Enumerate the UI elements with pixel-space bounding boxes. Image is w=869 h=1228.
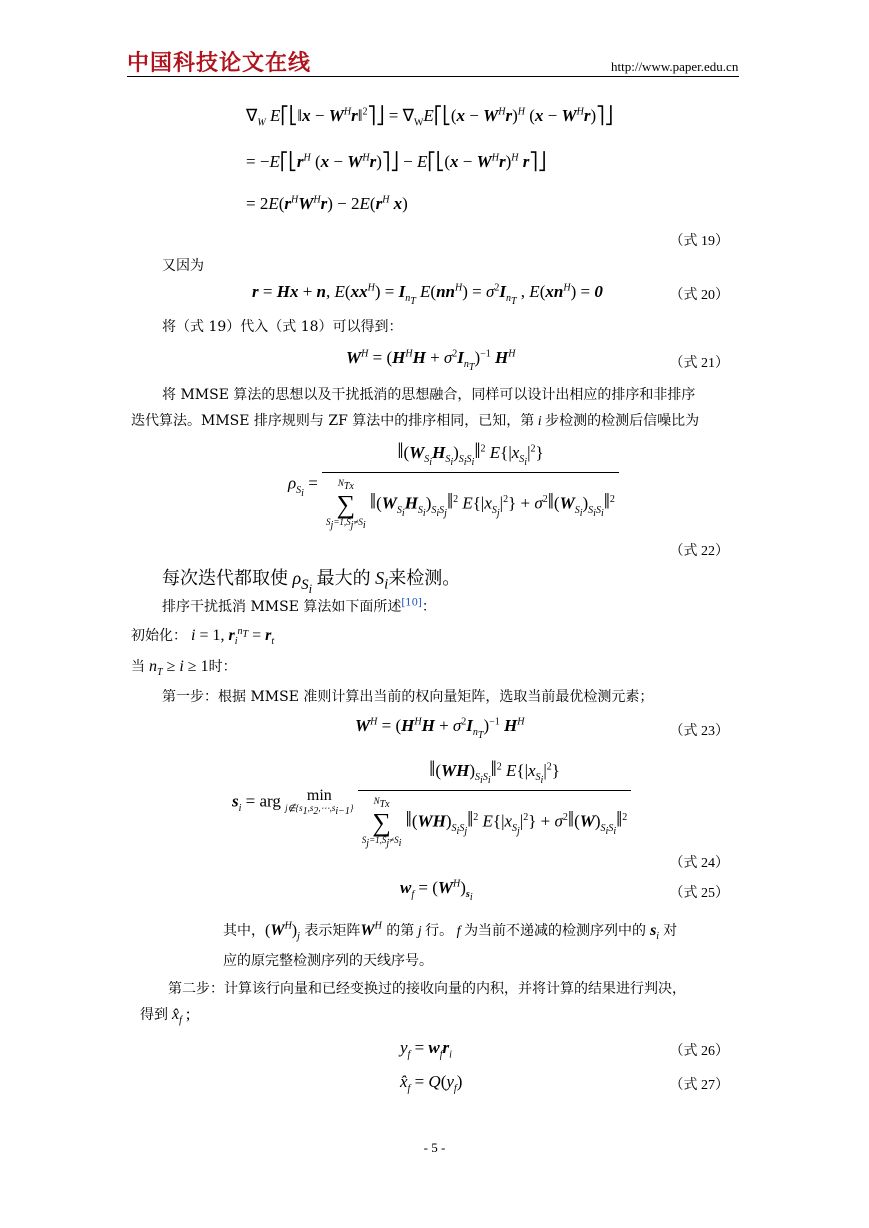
- text-step2-line2: 得到 $x̂_f$ ;: [140, 1006, 191, 1027]
- text-desc-b: ：: [421, 599, 436, 615]
- equation-26: $y_f = w_fr_i$: [400, 1038, 452, 1061]
- header-url: http://www.paper.edu.cn: [611, 59, 739, 74]
- equation-27: $x̂_f = Q(y_f)$: [400, 1072, 463, 1095]
- text-where-c: 的第: [386, 923, 415, 939]
- text-initialization: 初始化： i = 1, $r_i^{n_T} = r_t$: [131, 625, 275, 648]
- equation-20: r = Hx + n, $E(xx^H) = I_{n_T}$ $E(nn^H) = \sigma^2I_{n_T}$ , $E(xn^H) = 0$: [252, 282, 603, 308]
- page-number: - 5 -: [423, 1140, 446, 1155]
- equation-tag-20: （式 20）: [669, 288, 729, 303]
- text-where-f: 对: [663, 923, 678, 939]
- text-when-a: 当: [131, 659, 145, 675]
- text-when-b: 时：: [208, 659, 237, 675]
- text-each-iteration-a: 每次迭代都取使: [162, 568, 288, 589]
- text-step2-got: 得到: [140, 1007, 168, 1023]
- paragraph-mmse-line1: 将 MMSE 算法的思想以及干扰抵消的思想融合，同样可以设计出相应的排序和非排序: [162, 387, 696, 403]
- text-each-iteration-b: 最大的: [316, 568, 371, 589]
- site-logo: 中国科技论文在线: [127, 51, 312, 76]
- equation-22: $\rho_{S_i}$ = $‖(W_{S_i}H_{S_i})_{S_iS_i}‖^2$ $E\{|x_{S_i}|^2\}$ $N_{Tx}$ ∑ $S_j=1,S_j\ne S_i$ $‖(W_{S_i}H_{S_i})_{S_iS_j}‖^2$ $E\{|x_{S_j}|^2\}$ + $\sigma^2‖(W_{S_i})_{S_iS_i}‖^2$: [288, 438, 619, 531]
- paragraph-mmse-line2: 迭代算法。MMSE 排序规则与 ZF 算法中的排序相同，已知，第 i 步检测的检测后信噪比为: [131, 413, 700, 429]
- equation-tag-19: （式 19）: [669, 234, 729, 249]
- equation-tag-23: （式 23）: [669, 724, 729, 739]
- text-again-because: 又因为: [162, 258, 204, 274]
- text-when-condition: 当 $n_T \ge i \ge 1$时：: [131, 658, 237, 679]
- citation-ref[interactable]: [10]: [401, 597, 422, 609]
- text-desc-a: 排序干扰抵消 MMSE 算法如下面所述: [162, 599, 402, 615]
- text-init-label: 初始化：: [131, 628, 187, 644]
- text-each-iteration: 每次迭代都取使 $\rho_{S_i}$ 最大的 $S_i$来检测。: [162, 568, 461, 596]
- equation-22-fraction: $‖(W_{S_i}H_{S_i})_{S_iS_i}‖^2$ $E\{|x_{S_i}|^2\}$ $N_{Tx}$ ∑ $S_j=1,S_j\ne S_i$ $‖(W_{S_i}H_{S_i})_{S_iS_j}‖^2$ $E\{|x_{S_j}|^2\}$ + $\sigma^2‖(W_{S_i})_{S_iS_i}‖^2$: [322, 438, 619, 531]
- equation-tag-27: （式 27）: [669, 1078, 729, 1093]
- text-substitute: 将（式 19）代入（式 18）可以得到：: [162, 319, 403, 335]
- text-algorithm-description: [162, 596, 436, 616]
- equation-tag-25: （式 25）: [669, 886, 729, 901]
- text-where-line2: 应的原完整检测序列的天线序号。: [223, 953, 433, 969]
- equation-24: $s_i$ = arg min $j\notin\{s_1,s_2,\cdots,s_{i-1}\}$ $‖(WH)_{S_iS_i}‖^2$ $E\{|x_{S_i}|^2\}$ $N_{Tx}$ ∑ $S_j=1,S_j\ne S_i$ $‖(WH)_{S_iS_j}‖^2$ $E\{|x_{S_j}|^2\}$ + $\sigma^2‖(W)_{S_iS_i}‖^2$: [232, 756, 631, 849]
- equation-19-line2: = $-E⎡⎣r^H$ $(x - W^Hr)⎤⎦$ − E⎡⎣(x − $W^Hr)^H$ r⎤⎦: [246, 152, 547, 171]
- equation-21: $W^H = (H^HH + \sigma^2I_{n_T})^{-1}$ $H^H$: [346, 348, 516, 374]
- equation-tag-22: （式 22）: [669, 544, 729, 559]
- equation-25: $w_f = (W^H)_{s_i}$: [400, 878, 473, 904]
- paragraph-mmse-line2-b: 步检测的检测后信噪比为: [545, 413, 700, 429]
- header-rule: [127, 76, 739, 77]
- text-where-line1: 其中，$(W^H)_j$ 表示矩阵$W^H$ 的第 j 行。 f 为当前不递减的检测序列中的 $s_i$ 对: [223, 920, 678, 943]
- equation-19-line1: $\nabla_W$ E⎡⎣‖x − $W^Hr‖^2⎤⎦$ = $\nabla_WE⎡⎣(x - W^Hr)^H$ $(x - W^Hr)⎤⎦$: [246, 106, 614, 129]
- text-where-b: 表示矩阵: [304, 923, 361, 939]
- text-where-e: 为当前不递减的检测序列中的: [464, 923, 647, 939]
- equation-24-fraction: $‖(WH)_{S_iS_i}‖^2$ $E\{|x_{S_i}|^2\}$ $N_{Tx}$ ∑ $S_j=1,S_j\ne S_i$ $‖(WH)_{S_iS_j}‖^2$ $E\{|x_{S_j}|^2\}$ + $\sigma^2‖(W)_{S_iS_i}‖^2$: [358, 756, 632, 849]
- text-where-a: 其中，: [223, 923, 265, 939]
- equation-tag-21: （式 21）: [669, 356, 729, 371]
- equation-tag-24: （式 24）: [669, 856, 729, 871]
- equation-tag-26: （式 26）: [669, 1044, 729, 1059]
- text-step2-line1: 第二步：计算该行向量和已经变换过的接收向量的内积，并将计算的结果进行判决，: [168, 981, 686, 997]
- text-step1: 第一步：根据 MMSE 准则计算出当前的权向量矩阵，选取当前最优检测元素；: [162, 689, 654, 705]
- paragraph-mmse-line2-a: 迭代算法。MMSE 排序规则与 ZF 算法中的排序相同，已知，第: [131, 413, 535, 429]
- equation-19-line3: = $2E(r^HW^Hr) - 2E(r^H$ x): [246, 194, 408, 213]
- text-each-iteration-c: 来检测。: [388, 568, 461, 589]
- argmin-operator: min $j\notin\{s_1,s_2,\cdots,s_{i-1}\}$: [285, 787, 354, 817]
- text-where-d: 行。: [425, 923, 454, 939]
- equation-23: $W^H = (H^HH + \sigma^2I_{n_T})^{-1}$ $H^H$: [355, 716, 525, 742]
